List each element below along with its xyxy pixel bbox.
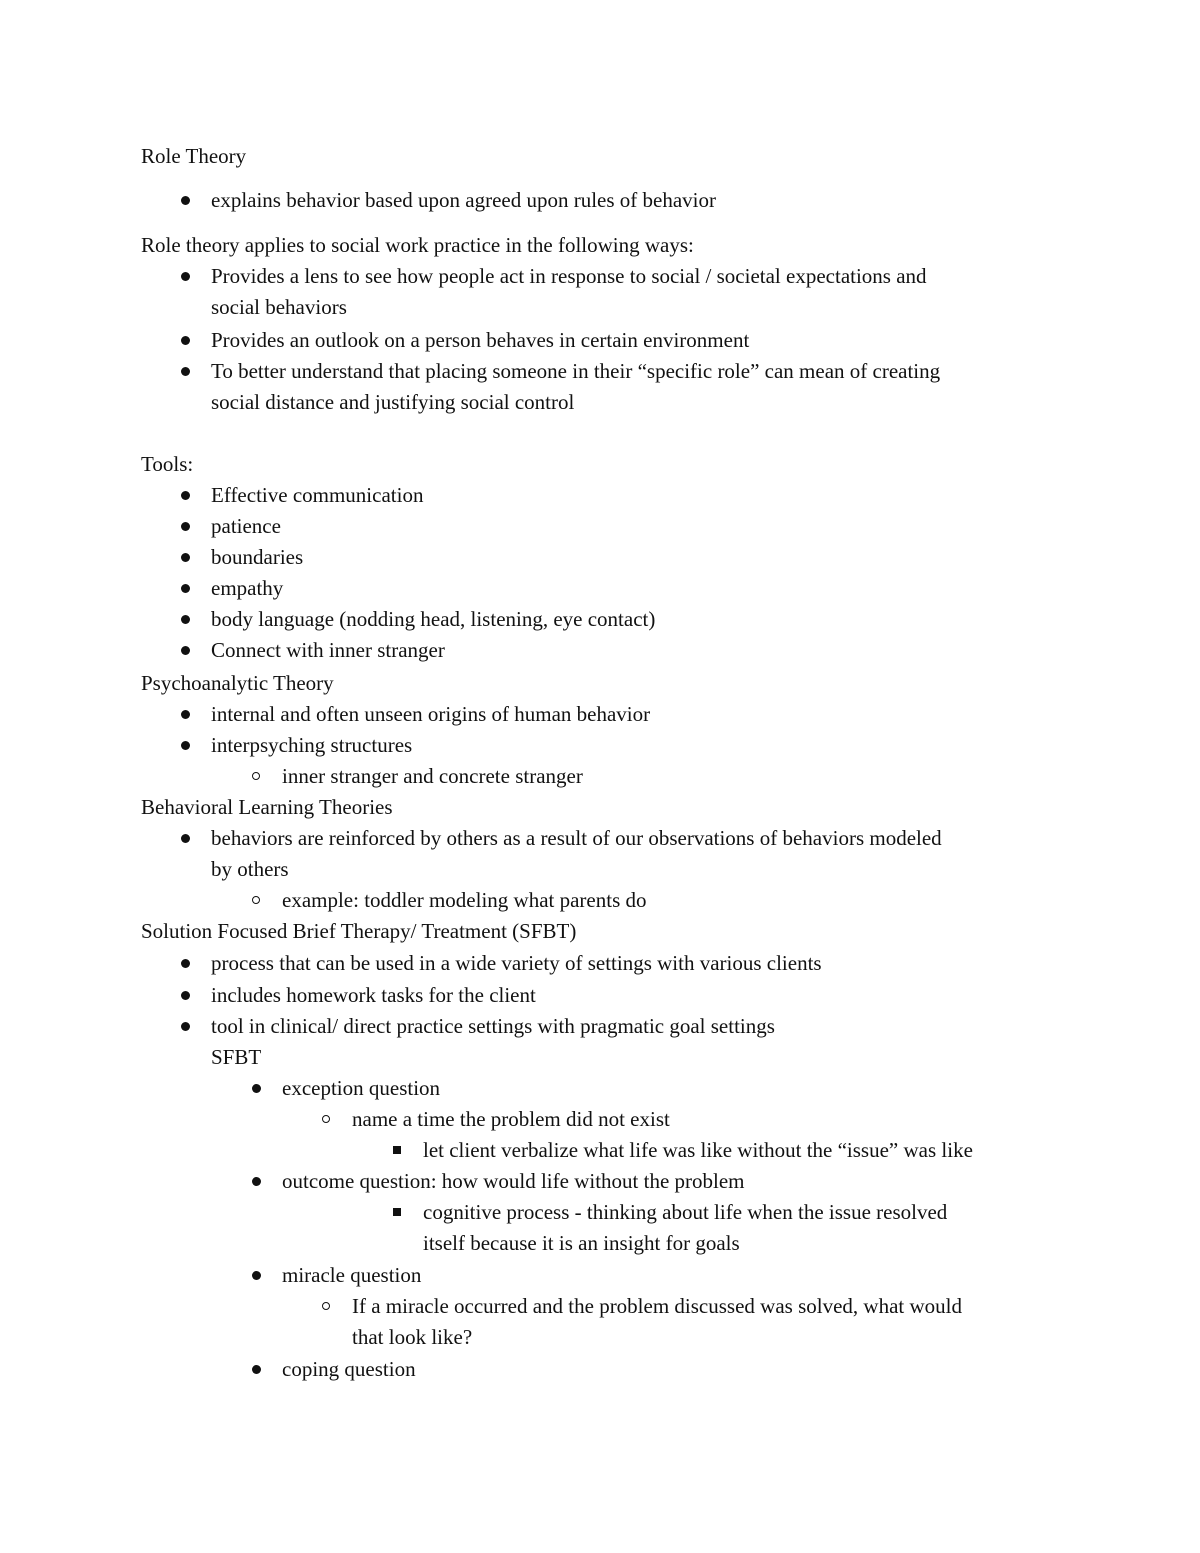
heading-behavioral: Behavioral Learning Theories xyxy=(141,795,393,819)
list-item-continuation: that look like? xyxy=(352,1325,473,1349)
list-subitem: exception question xyxy=(282,1076,441,1100)
list-item: Provides a lens to see how people act in response to social / societal expectations and xyxy=(211,264,927,288)
bullet-disc xyxy=(171,512,199,540)
list-item-continuation: itself because it is an insight for goals xyxy=(423,1231,740,1255)
bullet-disc xyxy=(171,731,199,759)
list-item: tool in clinical/ direct practice settings with pragmatic goal settings xyxy=(211,1014,775,1038)
bullet-disc xyxy=(171,262,199,290)
bullet-disc xyxy=(242,1355,270,1383)
bullet-disc xyxy=(171,1012,199,1040)
sfbt-label: SFBT xyxy=(211,1045,262,1069)
list-item: explains behavior based upon agreed upon rules of behavior xyxy=(211,188,717,212)
list-item-continuation: social behaviors xyxy=(211,295,347,319)
list-item: behaviors are reinforced by others as a result of our observations of behaviors modeled xyxy=(211,826,942,850)
list-subitem: miracle question xyxy=(282,1263,422,1287)
list-subitem: coping question xyxy=(282,1357,416,1381)
list-subsubitem: name a time the problem did not exist xyxy=(352,1107,670,1131)
bullet-disc xyxy=(242,1167,270,1195)
bullet-disc xyxy=(171,636,199,664)
heading-psychoanalytic: Psychoanalytic Theory xyxy=(141,671,334,695)
bullet-disc xyxy=(171,481,199,509)
list-item: interpsyching structures xyxy=(211,733,413,757)
list-item: boundaries xyxy=(211,545,304,569)
list-item: process that can be used in a wide variety of settings with various clients xyxy=(211,951,822,975)
bullet-circle xyxy=(312,1292,340,1320)
list-item: patience xyxy=(211,514,281,538)
bullet-disc xyxy=(171,574,199,602)
list-subsubitem: If a miracle occurred and the problem discussed was solved, what would xyxy=(352,1294,962,1318)
bullet-disc xyxy=(171,186,199,214)
heading-role-theory: Role Theory xyxy=(141,144,247,168)
bullet-disc xyxy=(242,1261,270,1289)
bullet-circle xyxy=(242,886,270,914)
bullet-disc xyxy=(171,605,199,633)
bullet-disc xyxy=(171,949,199,977)
list-level4-item: let client verbalize what life was like without the “issue” was like xyxy=(423,1138,973,1162)
heading-tools: Tools: xyxy=(141,452,194,476)
bullet-disc xyxy=(171,824,199,852)
bullet-circle xyxy=(312,1105,340,1133)
bullet-disc xyxy=(171,357,199,385)
list-item-continuation: social distance and justifying social control xyxy=(211,390,575,414)
list-item: Effective communication xyxy=(211,483,424,507)
bullet-disc xyxy=(171,543,199,571)
list-item: internal and often unseen origins of human behavior xyxy=(211,702,651,726)
list-subitem: example: toddler modeling what parents do xyxy=(282,888,647,912)
bullet-square xyxy=(383,1136,411,1164)
list-item: body language (nodding head, listening, eye contact) xyxy=(211,607,656,631)
list-subitem: outcome question: how would life without the problem xyxy=(282,1169,745,1193)
heading-sfbt: Solution Focused Brief Therapy/ Treatment (SFBT) xyxy=(141,919,577,943)
list-subitem: inner stranger and concrete stranger xyxy=(282,764,583,788)
bullet-square xyxy=(383,1198,411,1226)
bullet-disc xyxy=(171,700,199,728)
list-level4-item: cognitive process - thinking about life when the issue resolved xyxy=(423,1200,948,1224)
list-item: To better understand that placing someone in their “specific role” can mean of creating xyxy=(211,359,941,383)
list-item: includes homework tasks for the client xyxy=(211,983,536,1007)
bullet-disc xyxy=(171,981,199,1009)
list-item-continuation: by others xyxy=(211,857,289,881)
bullet-disc xyxy=(171,326,199,354)
bullet-circle xyxy=(242,762,270,790)
list-item: empathy xyxy=(211,576,284,600)
paragraph-role-applies: Role theory applies to social work practice in the following ways: xyxy=(141,233,694,257)
list-item: Provides an outlook on a person behaves in certain environment xyxy=(211,328,750,352)
bullet-disc xyxy=(242,1074,270,1102)
list-item: Connect with inner stranger xyxy=(211,638,445,662)
